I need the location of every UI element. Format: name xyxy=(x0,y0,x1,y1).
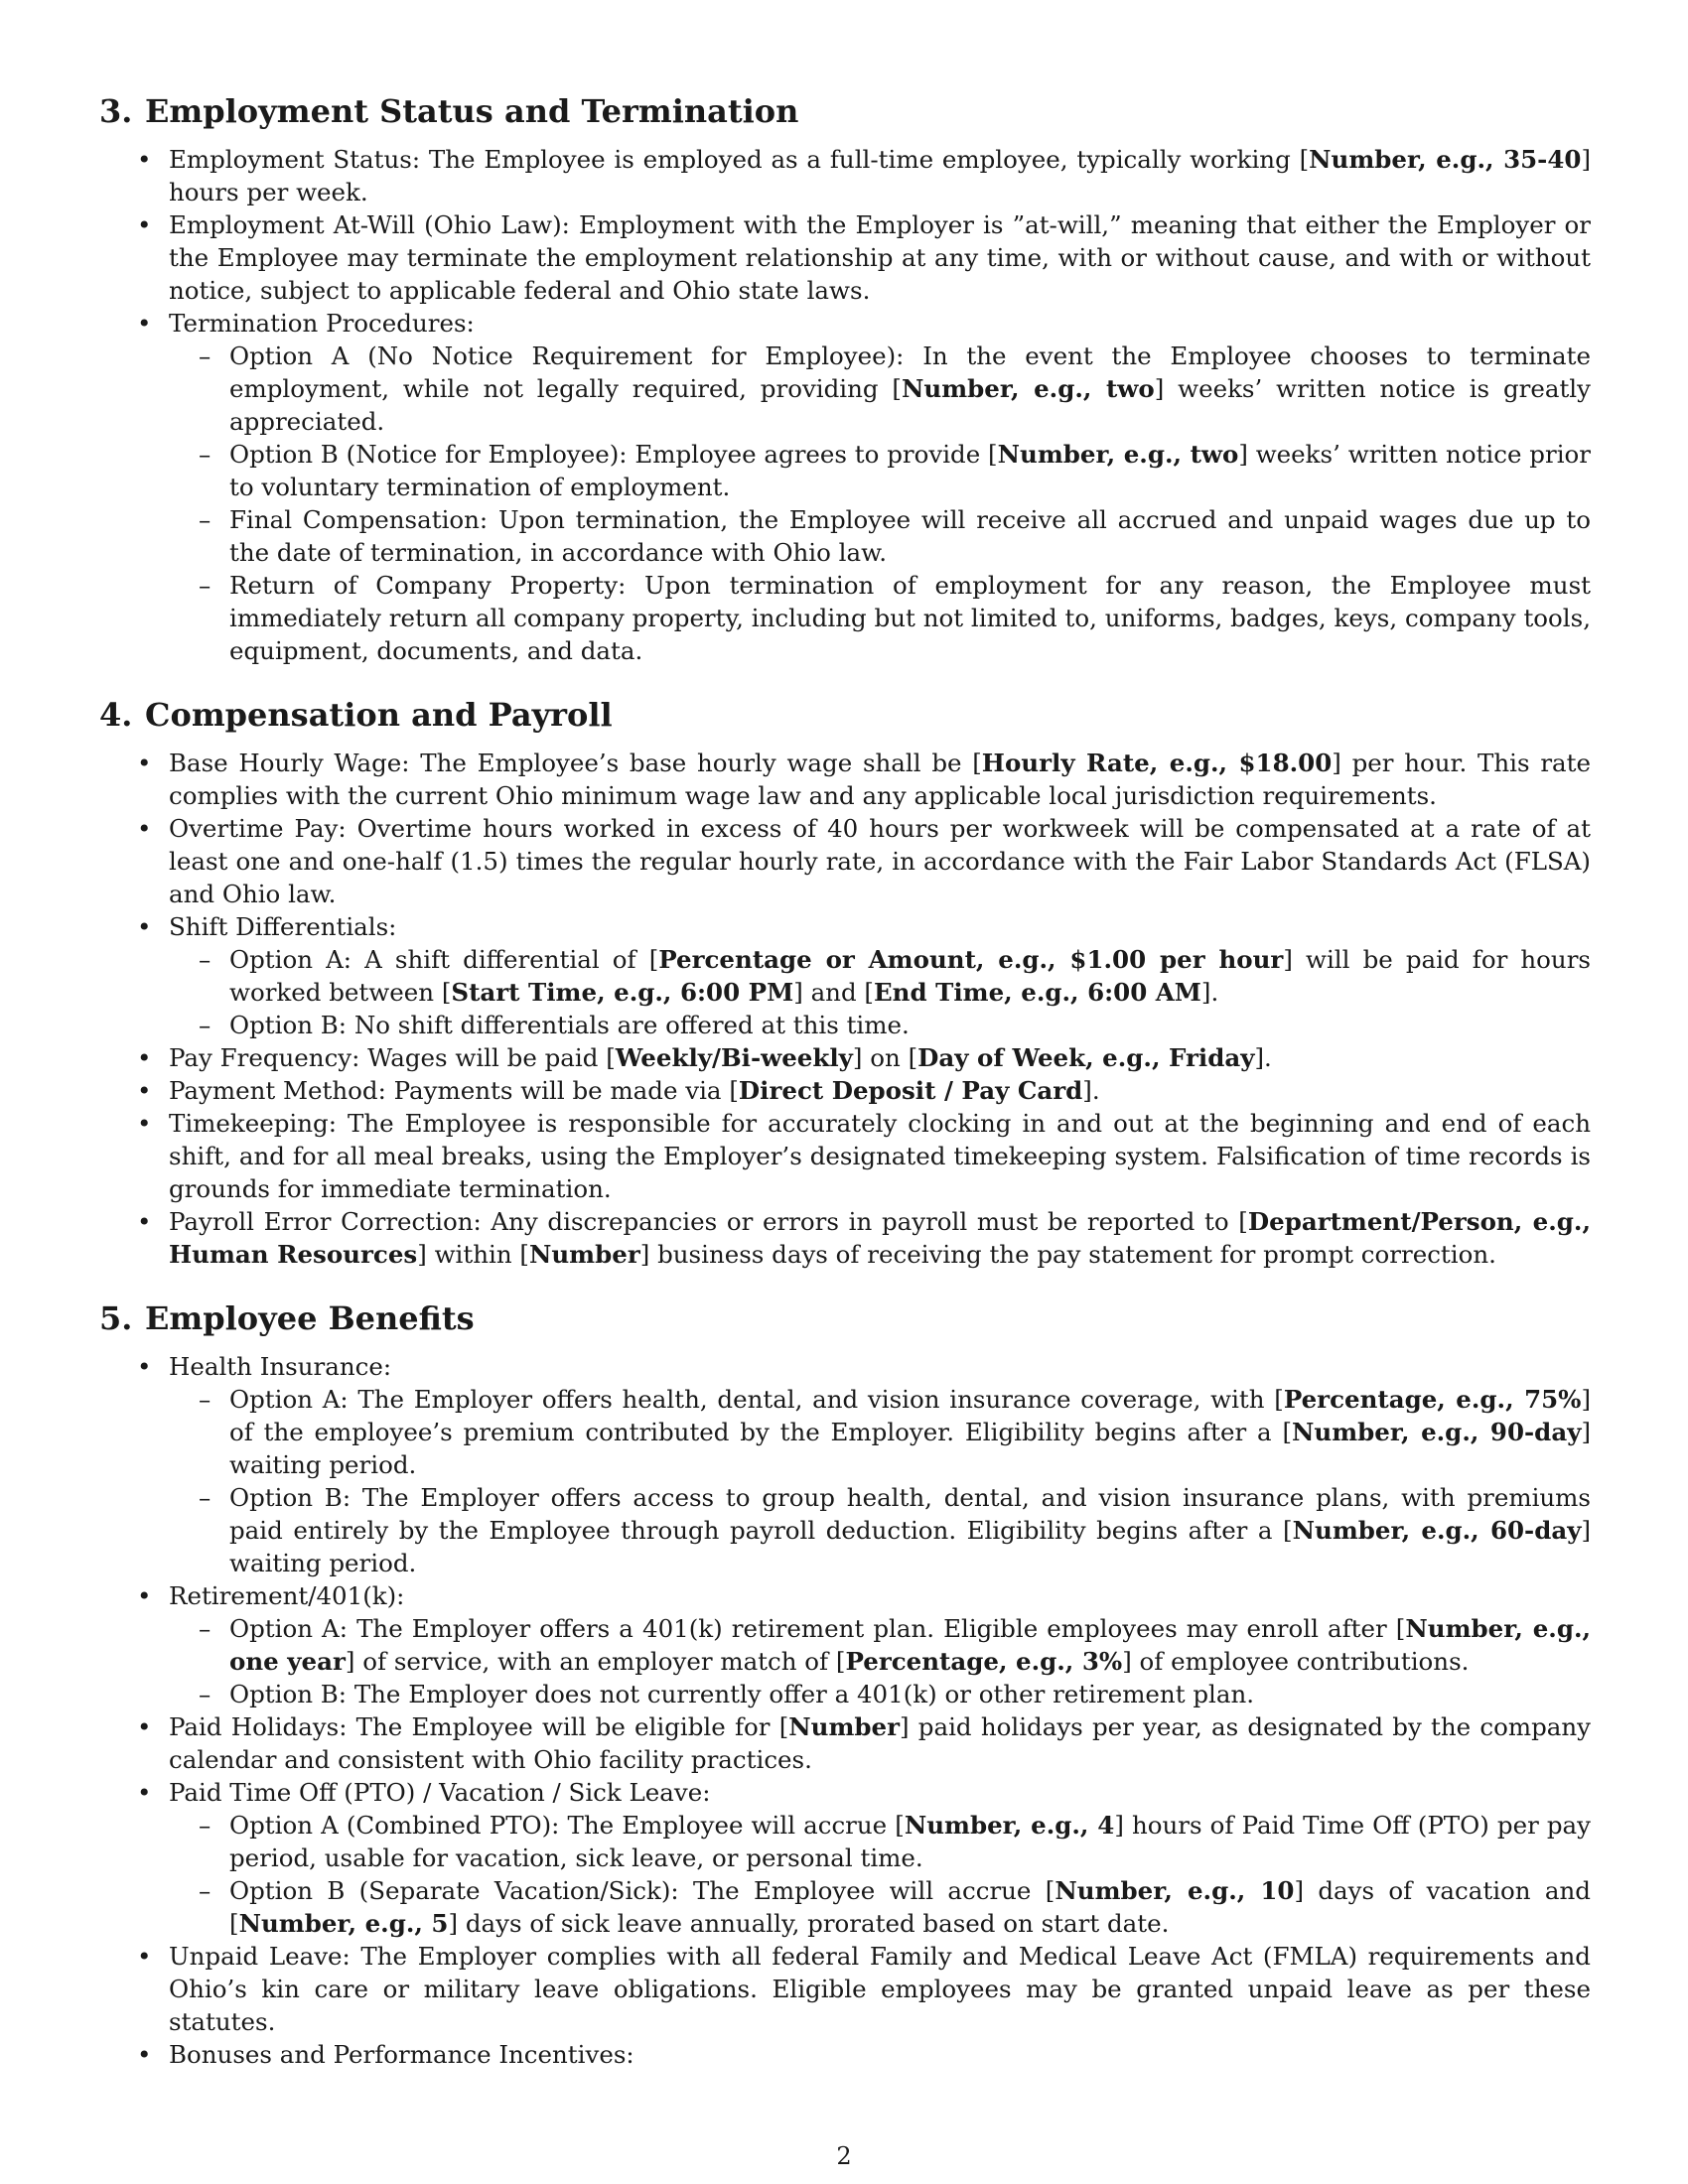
sub-list xyxy=(169,1383,1591,1579)
list-item-text: Paid Holidays: The Employee will be eligible for [Number] paid holidays per year, as designated by the company calendar and consistent with Ohio facility practices. xyxy=(169,1712,1591,1774)
sub-list xyxy=(169,943,1591,1041)
list-item xyxy=(99,1205,1591,1271)
list-item xyxy=(99,143,1591,208)
section-heading xyxy=(99,91,1591,131)
list-item-text: Payment Method: Payments will be made via [Direct Deposit / Pay Card]. xyxy=(169,1076,1100,1105)
section-number: 4. xyxy=(99,696,133,734)
sub-list-item: – Option B (Separate Vacation/Sick): The Employee will accrue [Number, e.g., 10] days of vacation and [Number, e.g., 5] days of sick leave annually, prorated based on start date. xyxy=(169,1874,1591,1940)
section-number: 5. xyxy=(99,1299,133,1337)
bullet-list xyxy=(99,1350,1591,2071)
list-item xyxy=(99,910,1591,1041)
section-title: Employment Status and Termination xyxy=(145,92,799,130)
sub-list xyxy=(169,1612,1591,1710)
list-item xyxy=(99,812,1591,910)
list-item-text: Paid Time Off (PTO) / Vacation / Sick Leave: xyxy=(169,1778,711,1807)
sub-list-item: – Option B: The Employer does not currently offer a 401(k) or other retirement plan. xyxy=(169,1678,1591,1710)
list-item xyxy=(99,1710,1591,1776)
sub-list-item: – Option A (No Notice Requirement for Employee): In the event the Employee chooses to terminate employment, while not legally required, providing [Number, e.g., two] weeks’ written notice is greatly appreciated. xyxy=(169,340,1591,438)
list-item-text: Termination Procedures: xyxy=(169,309,475,338)
sub-list-item: – Option A: The Employer offers a 401(k) retirement plan. Eligible employees may enroll after [Number, e.g., one year] of service, with an employer match of [Percentage, e.g., 3%] of employee contributions. xyxy=(169,1612,1591,1678)
list-item xyxy=(99,1041,1591,1074)
list-item xyxy=(99,1074,1591,1107)
section-heading xyxy=(99,695,1591,735)
list-item-text: Payroll Error Correction: Any discrepancies or errors in payroll must be reported to [Department/Person, e.g., Human Resources] within [Number] business days of receiving the pay statement for prompt correction. xyxy=(169,1207,1591,1269)
list-item xyxy=(99,307,1591,667)
section-heading xyxy=(99,1298,1591,1338)
list-item xyxy=(99,747,1591,812)
list-item xyxy=(99,1776,1591,1940)
sub-list xyxy=(169,340,1591,667)
sub-list-item: – Option B: No shift differentials are offered at this time. xyxy=(169,1009,1591,1041)
list-item xyxy=(99,1940,1591,2038)
section-title: Compensation and Payroll xyxy=(145,696,613,734)
section-number: 3. xyxy=(99,92,133,130)
sub-list-item: – Return of Company Property: Upon termination of employment for any reason, the Employee must immediately return all company property, including but not limited to, uniforms, badges, keys, company tools, equipment, documents, and data. xyxy=(169,569,1591,667)
section-title: Employee Benefits xyxy=(145,1299,475,1337)
list-item-text: Bonuses and Performance Incentives: xyxy=(169,2040,634,2069)
list-item-text: Retirement/401(k): xyxy=(169,1581,405,1610)
sub-list xyxy=(169,1809,1591,1940)
list-item xyxy=(99,2038,1591,2071)
list-item-text: Unpaid Leave: The Employer complies with all federal Family and Medical Leave Act (FMLA) requirements and Ohio’s kin care or military leave obligations. Eligible employees may be granted unpaid leave as per these statutes. xyxy=(169,1942,1591,2036)
list-item-text: Timekeeping: The Employee is responsible for accurately clocking in and out at the beginning and end of each shift, and for all meal breaks, using the Employer’s designated timekeeping system. Falsification of time records is grounds for immediate termination. xyxy=(169,1109,1591,1203)
page-number: 2 xyxy=(836,2142,852,2170)
list-item-text: Shift Differentials: xyxy=(169,912,397,941)
document-page xyxy=(99,91,1591,2071)
list-item-text: Employment At-Will (Ohio Law): Employment with the Employer is ”at-will,” meaning that either the Employer or the Employee may terminate the employment relationship at any time, with or without cause, and with or without notice, subject to applicable federal and Ohio state laws. xyxy=(169,210,1591,305)
sub-list-item: – Option A: A shift differential of [Percentage or Amount, e.g., $1.00 per hour] will be paid for hours worked between [Start Time, e.g., 6:00 PM] and [End Time, e.g., 6:00 AM]. xyxy=(169,943,1591,1009)
bullet-list xyxy=(99,747,1591,1271)
list-item xyxy=(99,1350,1591,1579)
list-item-text: Overtime Pay: Overtime hours worked in excess of 40 hours per workweek will be compensated at a rate of at least one and one-half (1.5) times the regular hourly rate, in accordance with the Fair Labor Standards Act (FLSA) and Ohio law. xyxy=(169,814,1591,908)
sub-list-item: – Option A: The Employer offers health, dental, and vision insurance coverage, with [Percentage, e.g., 75%] of the employee’s premium contributed by the Employer. Eligibility begins after a [Number, e.g., 90-day] waiting period. xyxy=(169,1383,1591,1481)
list-item-text: Base Hourly Wage: The Employee’s base hourly wage shall be [Hourly Rate, e.g., $18.00] per hour. This rate complies with the current Ohio minimum wage law and any applicable local jurisdiction requirements. xyxy=(169,749,1591,810)
list-item-text: Pay Frequency: Wages will be paid [Weekly/Bi-weekly] on [Day of Week, e.g., Friday]. xyxy=(169,1043,1272,1072)
sub-list-item: – Option B: The Employer offers access to group health, dental, and vision insurance plans, with premiums paid entirely by the Employee through payroll deduction. Eligibility begins after a [Number, e.g., 60-day] waiting period. xyxy=(169,1481,1591,1579)
list-item-text: Health Insurance: xyxy=(169,1352,392,1381)
sub-list-item: – Option A (Combined PTO): The Employee will accrue [Number, e.g., 4] hours of Paid Time Off (PTO) per pay period, usable for vacation, sick leave, or personal time. xyxy=(169,1809,1591,1874)
list-item xyxy=(99,1579,1591,1710)
list-item xyxy=(99,208,1591,307)
sub-list-item: – Final Compensation: Upon termination, the Employee will receive all accrued and unpaid wages due up to the date of termination, in accordance with Ohio law. xyxy=(169,503,1591,569)
bullet-list xyxy=(99,143,1591,667)
list-item xyxy=(99,1107,1591,1205)
list-item-text: Employment Status: The Employee is employed as a full-time employee, typically working [Number, e.g., 35-40] hours per week. xyxy=(169,145,1591,206)
sub-list-item: – Option B (Notice for Employee): Employee agrees to provide [Number, e.g., two] weeks’ written notice prior to voluntary termination of employment. xyxy=(169,438,1591,503)
